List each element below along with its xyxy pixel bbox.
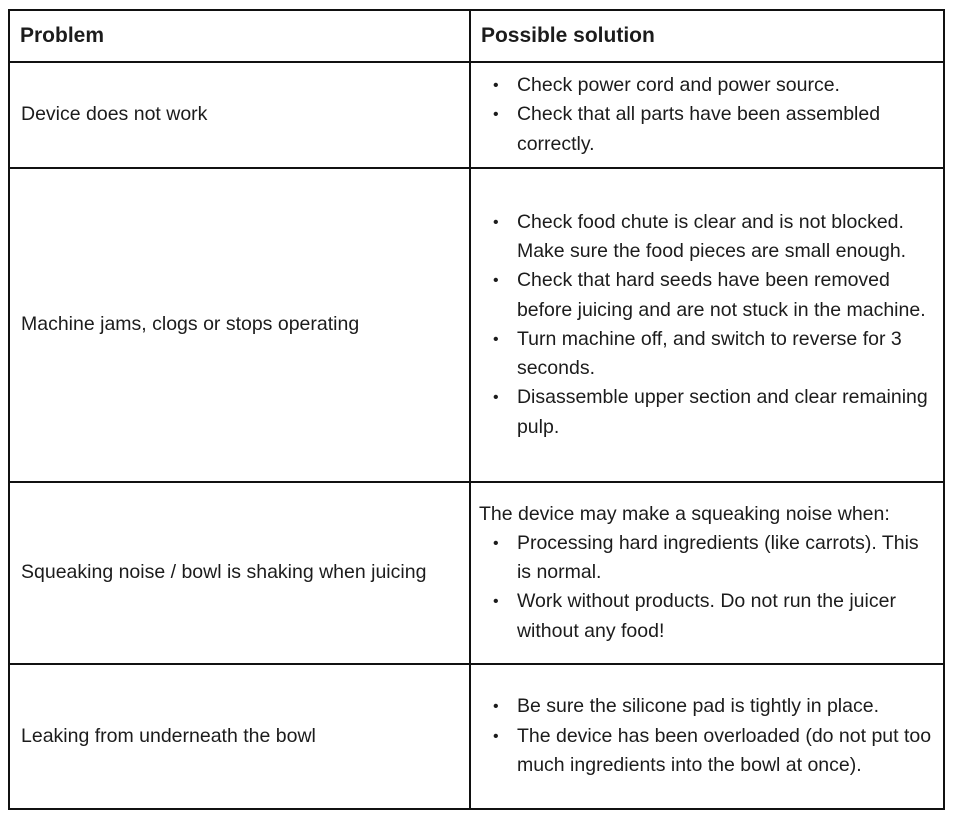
solution-cell — [470, 664, 944, 809]
solution-list — [477, 692, 935, 780]
solution-item: • The device has been overloaded (do not put too much ingredients into the bowl at once). — [477, 722, 935, 781]
table-row — [9, 62, 944, 168]
solution-item: • Work without products. Do not run the juicer without any food! — [477, 587, 935, 646]
problem-cell: Device does not work — [9, 62, 470, 168]
problem-cell: Leaking from underneath the bowl — [9, 664, 470, 809]
column-header-solution: Possible solution — [470, 10, 944, 62]
solution-cell — [470, 62, 944, 168]
solution-item: • Check that all parts have been assembled correctly. — [477, 100, 935, 159]
solution-item: • Disassemble upper section and clear remaining pulp. — [477, 383, 935, 442]
solution-item: • Be sure the silicone pad is tightly in place. — [477, 692, 935, 721]
column-header-problem: Problem — [9, 10, 470, 62]
solution-list — [477, 71, 935, 159]
solution-cell — [470, 482, 944, 664]
table-header-row — [9, 10, 944, 62]
solution-cell — [470, 168, 944, 482]
table-row — [9, 168, 944, 482]
table-row — [9, 482, 944, 664]
solution-intro: The device may make a squeaking noise when: — [478, 502, 890, 525]
problem-cell: Machine jams, clogs or stops operating — [9, 168, 470, 482]
solution-item: • Processing hard ingredients (like carrots). This is normal. — [477, 529, 935, 588]
solution-item: • Check food chute is clear and is not blocked. Make sure the food pieces are small enough. — [477, 208, 935, 267]
solution-item: • Turn machine off, and switch to reverse for 3 seconds. — [477, 325, 935, 384]
solution-item: • Check that hard seeds have been removed before juicing and are not stuck in the machine. — [477, 266, 935, 325]
solution-list — [477, 208, 935, 442]
troubleshooting-table — [8, 9, 945, 810]
solution-item: • Check power cord and power source. — [477, 71, 935, 100]
solution-list — [477, 529, 935, 646]
problem-cell: Squeaking noise / bowl is shaking when juicing — [9, 482, 470, 664]
table-row — [9, 664, 944, 809]
